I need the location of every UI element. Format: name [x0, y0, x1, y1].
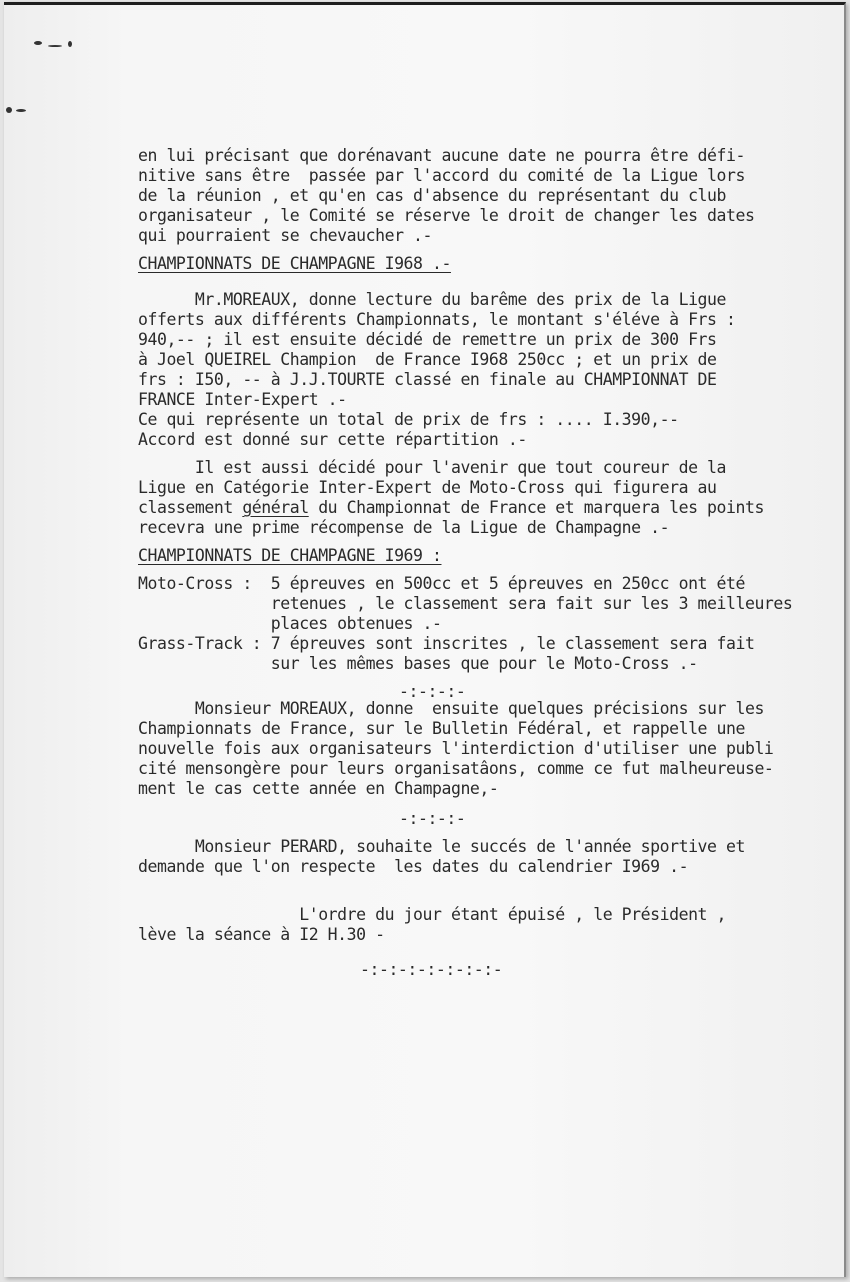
underlined-word: général — [242, 498, 309, 517]
document-page — [4, 2, 846, 1277]
text-line: FRANCE Inter-Expert .- — [138, 390, 347, 409]
text-line: Ce qui représente un total de prix de frs : .... I.390,-- — [138, 410, 679, 429]
text-segment: du Championnat de France et marquera les points — [308, 498, 764, 517]
text-line: Il est aussi décidé pour l'avenir que tout coureur de la — [138, 458, 726, 477]
list-item: sur les mêmes bases que pour le Moto-Cross .- — [138, 654, 698, 673]
text-line: offerts aux différents Championnats, le montant s'éléve à Frs : — [138, 310, 736, 329]
text-line: en lui précisant que dorénavant aucune date ne pourra être défi- — [138, 146, 745, 165]
text-line: Mr.MOREAUX, donne lecture du barême des prix de la Ligue — [138, 290, 726, 309]
text-line: nitive sans être passée par l'accord du comité de la Ligue lors — [138, 166, 745, 185]
text-line: Accord est donné sur cette répartition .- — [138, 430, 527, 449]
separator: -:-:-:- — [399, 809, 466, 828]
scan-speck — [34, 41, 42, 45]
text-line: organisateur , le Comité se réserve le droit de changer les dates — [138, 206, 755, 225]
text-line: recevra une prime récompense de la Ligue de Champagne .- — [138, 518, 670, 537]
scan-speck — [48, 45, 62, 47]
scan-speck — [68, 41, 72, 47]
text-line: Championnats de France, sur le Bulletin Fédéral, et rappelle une — [138, 719, 745, 738]
text-line: frs : I50, -- à J.J.TOURTE classé en finale au CHAMPIONNAT DE — [138, 370, 717, 389]
text-line: Monsieur PERARD, souhaite le succés de l'année sportive et — [138, 837, 745, 856]
text-line: ment le cas cette année en Champagne,- — [138, 779, 499, 798]
text-line: L'ordre du jour étant épuisé , le Président , — [138, 905, 726, 924]
separator: -:-:-:- — [399, 682, 466, 701]
text-line: 940,-- ; il est ensuite décidé de remettre un prix de 300 Frs — [138, 330, 717, 349]
text-line: Monsieur MOREAUX, donne ensuite quelques précisions sur les — [138, 699, 764, 718]
list-item: retenues , le classement sera fait sur les 3 meilleures — [138, 594, 793, 613]
section-heading-1969: CHAMPIONNATS DE CHAMPAGNE I969 : — [138, 546, 442, 565]
section-heading-1968: CHAMPIONNATS DE CHAMPAGNE I968 .- — [138, 254, 451, 273]
text-line: à Joel QUEIREL Champion de France I968 250cc ; et un prix de — [138, 350, 717, 369]
scan-speck — [16, 109, 26, 112]
final-separator: -:-:-:-:-:-:-:- — [360, 960, 503, 979]
scan-speck — [6, 107, 12, 113]
text-segment: classement — [138, 498, 243, 517]
text-line: demande que l'on respecte les dates du calendrier I969 .- — [138, 857, 689, 876]
text-line — [138, 498, 764, 518]
text-line: Ligue en Catégorie Inter-Expert de Moto-Cross qui figurera au — [138, 478, 717, 497]
list-item: Moto-Cross : 5 épreuves en 500cc et 5 épreuves en 250cc ont été — [138, 574, 745, 593]
text-line: cité mensongère pour leurs organisatâons, comme ce fut malheureuse- — [138, 759, 774, 778]
list-item: places obtenues .- — [138, 614, 442, 633]
text-line: nouvelle fois aux organisateurs l'interdiction d'utiliser une publi — [138, 739, 774, 758]
list-item: Grass-Track : 7 épreuves sont inscrites , le classement sera fait — [138, 634, 755, 653]
text-line: qui pourraient se chevaucher .- — [138, 226, 432, 245]
text-line: lève la séance à I2 H.30 - — [138, 925, 385, 944]
text-line: de la réunion , et qu'en cas d'absence du représentant du club — [138, 186, 726, 205]
